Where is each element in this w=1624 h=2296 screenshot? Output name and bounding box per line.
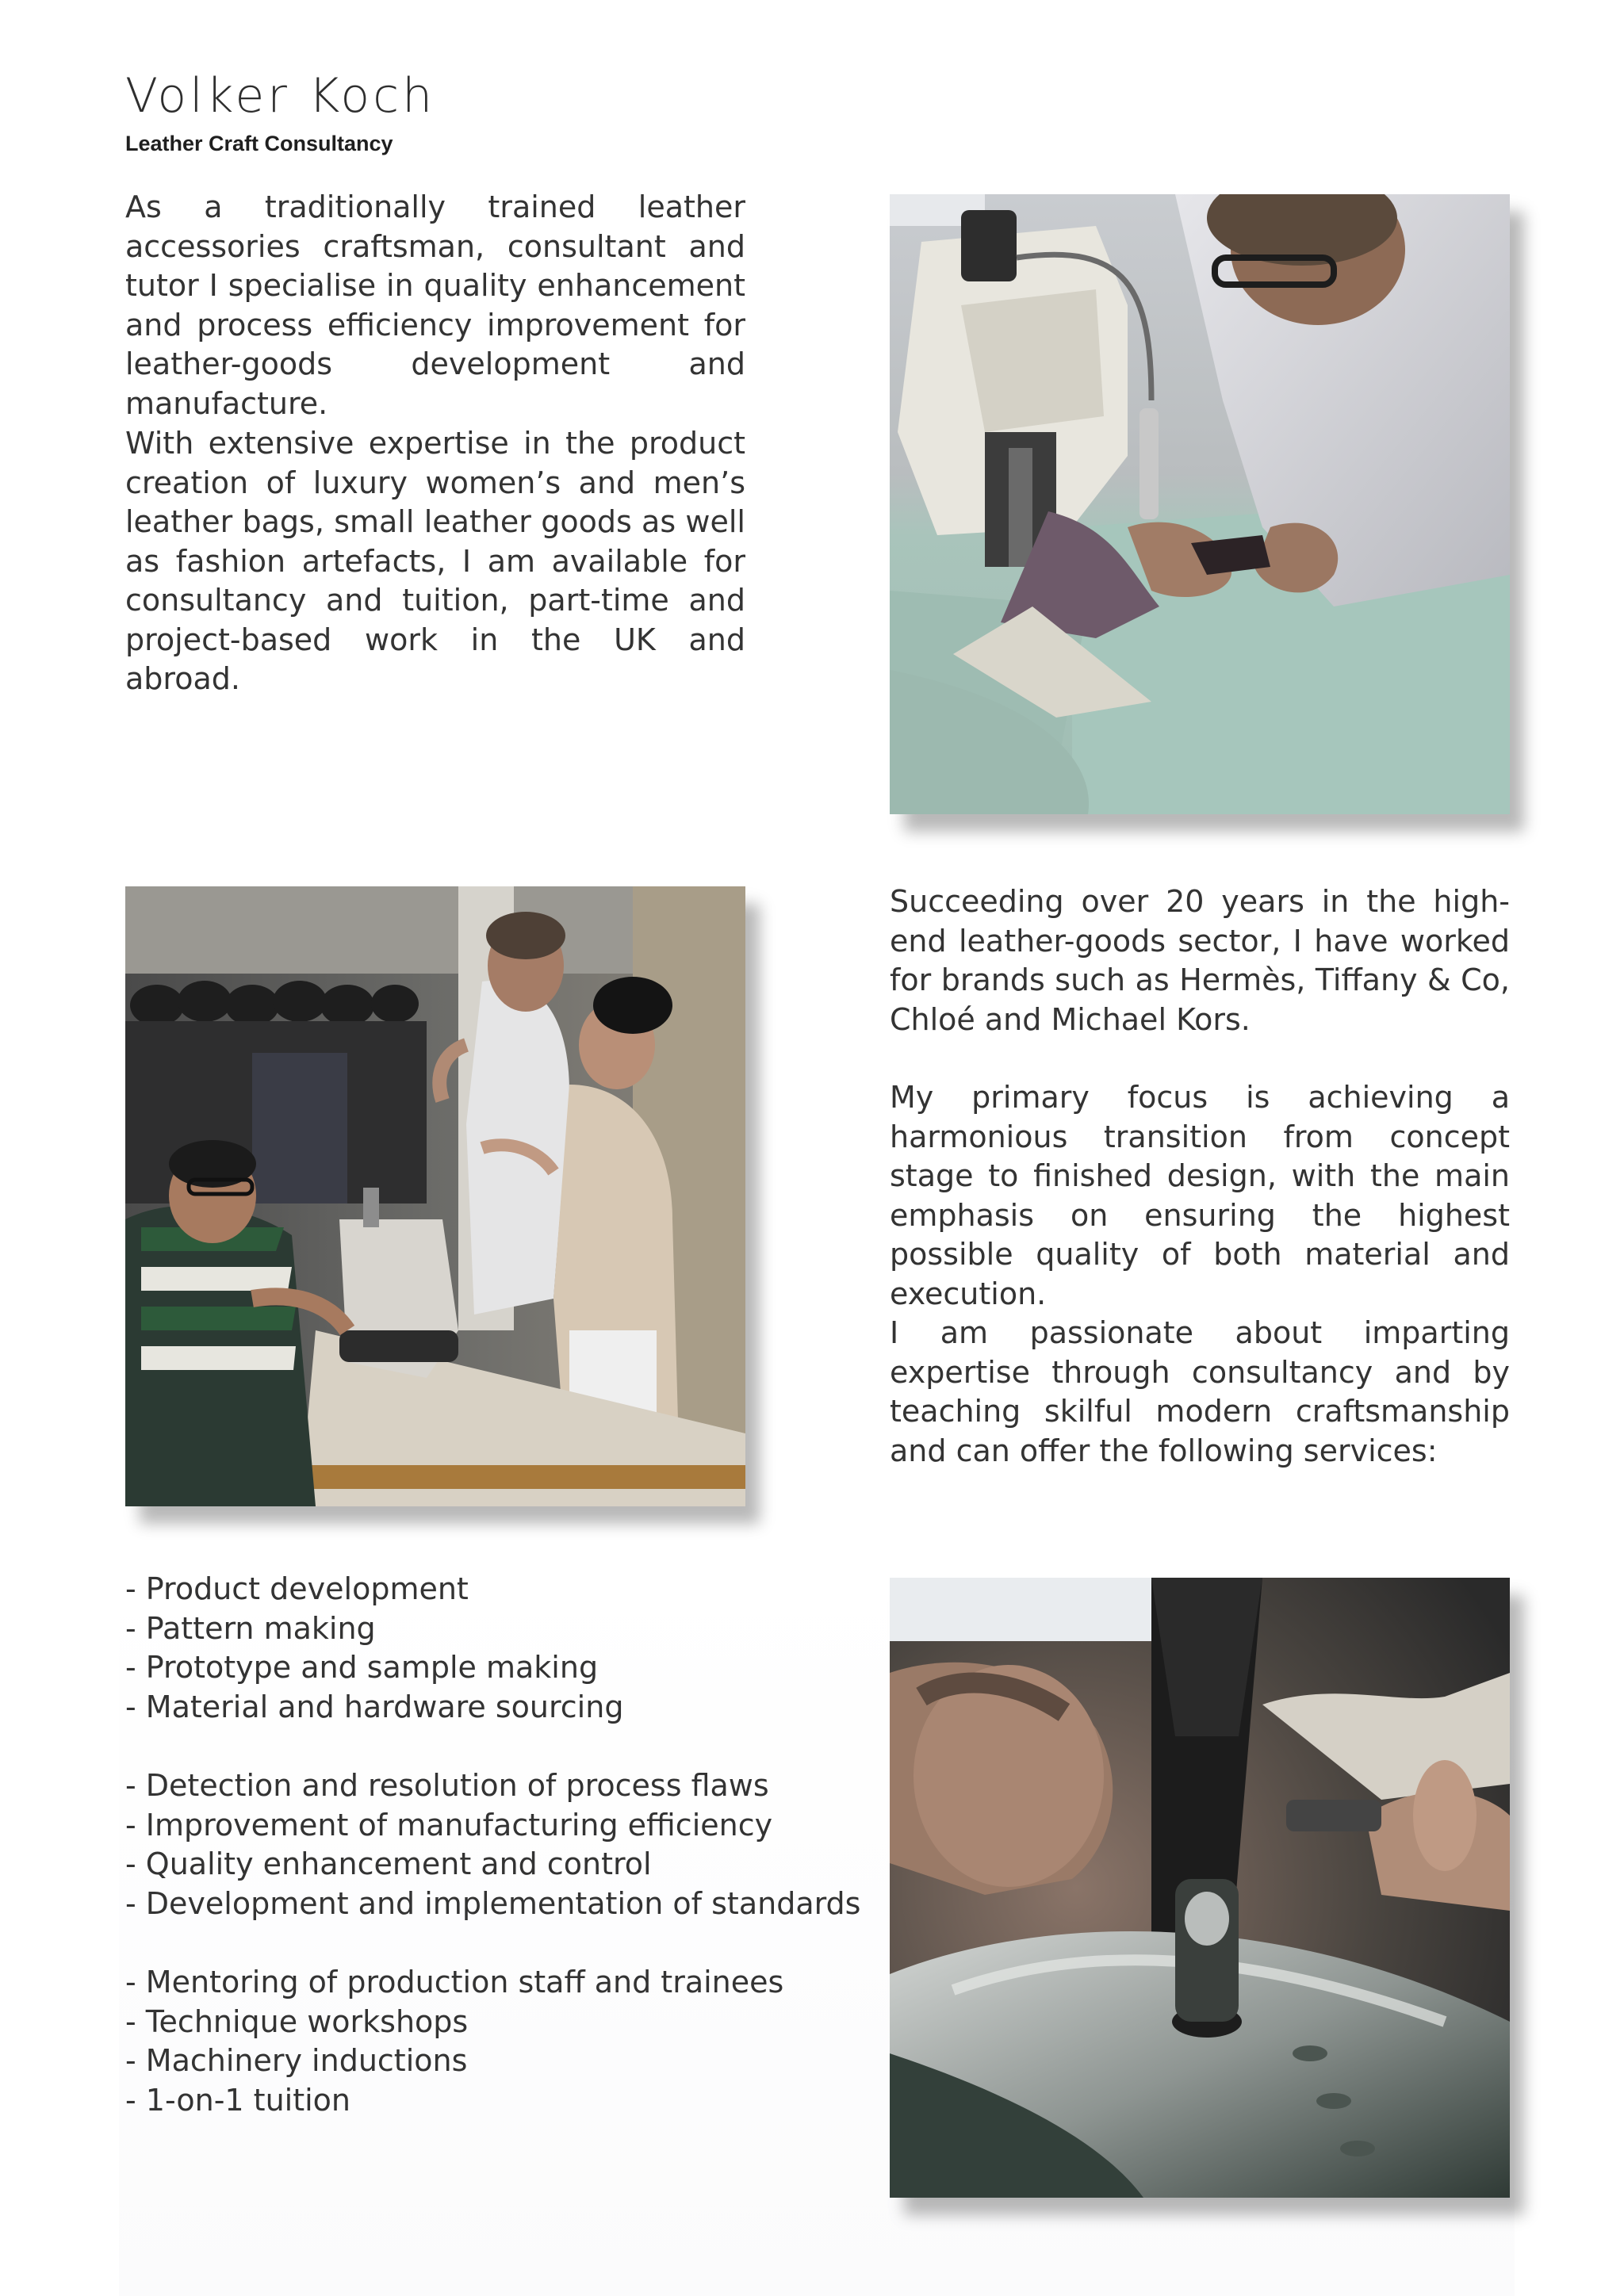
photo-workshop-team xyxy=(125,886,745,1506)
service-item: - Technique workshops xyxy=(125,2003,469,2039)
photo-closeup-stitching xyxy=(890,1578,1510,2198)
photo-sewing-machine xyxy=(890,194,1510,814)
service-item: - Quality enhancement and control xyxy=(125,1846,652,1881)
page-title: Volker Koch xyxy=(125,68,436,124)
intro-paragraph-1: As a traditionally trained leather accessories craftsman, consultant and tutor I specialise in quality enhancement and process efficiency improvement for leather-goods development and manufacture. xyxy=(125,189,745,421)
experience-paragraph-3: I am passionate about imparting expertise through consultancy and by teaching skilful modern craftsmanship and can offer the following services: xyxy=(890,1315,1510,1468)
experience-paragraph-2: My primary focus is achieving a harmonious transition from concept stage to finished design, with the main emphasis on ensuring the highest possible quality of both material and execution. xyxy=(890,1080,1510,1311)
services-development-list xyxy=(125,1570,839,1727)
services-process-list xyxy=(125,1766,861,1923)
service-item: - Machinery inductions xyxy=(125,2043,468,2078)
service-item: - Development and implementation of standards xyxy=(125,1885,861,1921)
service-item: - Prototype and sample making xyxy=(125,1650,599,1685)
service-item: - Detection and resolution of process flaws xyxy=(125,1768,769,1803)
service-item: - Product development xyxy=(125,1571,469,1606)
services-training-list xyxy=(125,1963,839,2120)
service-item: - Mentoring of production staff and trainees xyxy=(125,1965,784,1999)
service-item: - Material and hardware sourcing xyxy=(125,1689,624,1724)
service-item: - Improvement of manufacturing efficiency xyxy=(125,1807,773,1843)
service-item: - 1-on-1 tuition xyxy=(125,2082,351,2118)
photo-closeup-stitching-image xyxy=(890,1578,1510,2198)
intro-paragraph-2: With extensive expertise in the product creation of luxury women’s and men’s leather bags, small leather goods as well as fashion artefacts, I am available for consultancy and tuition, part-time and project-based work in the UK and abroad. xyxy=(125,426,745,696)
photo-workshop-team-image xyxy=(125,886,745,1506)
experience-paragraph-1: Succeeding over 20 years in the high-end leather-goods sector, I have worked for brands such as Hermès, Tiffany & Co, Chloé and Michael Kors. xyxy=(890,884,1510,1037)
photo-sewing-machine-image xyxy=(890,194,1510,814)
service-item: - Pattern making xyxy=(125,1610,376,1646)
page-subtitle: Leather Craft Consultancy xyxy=(125,132,393,155)
